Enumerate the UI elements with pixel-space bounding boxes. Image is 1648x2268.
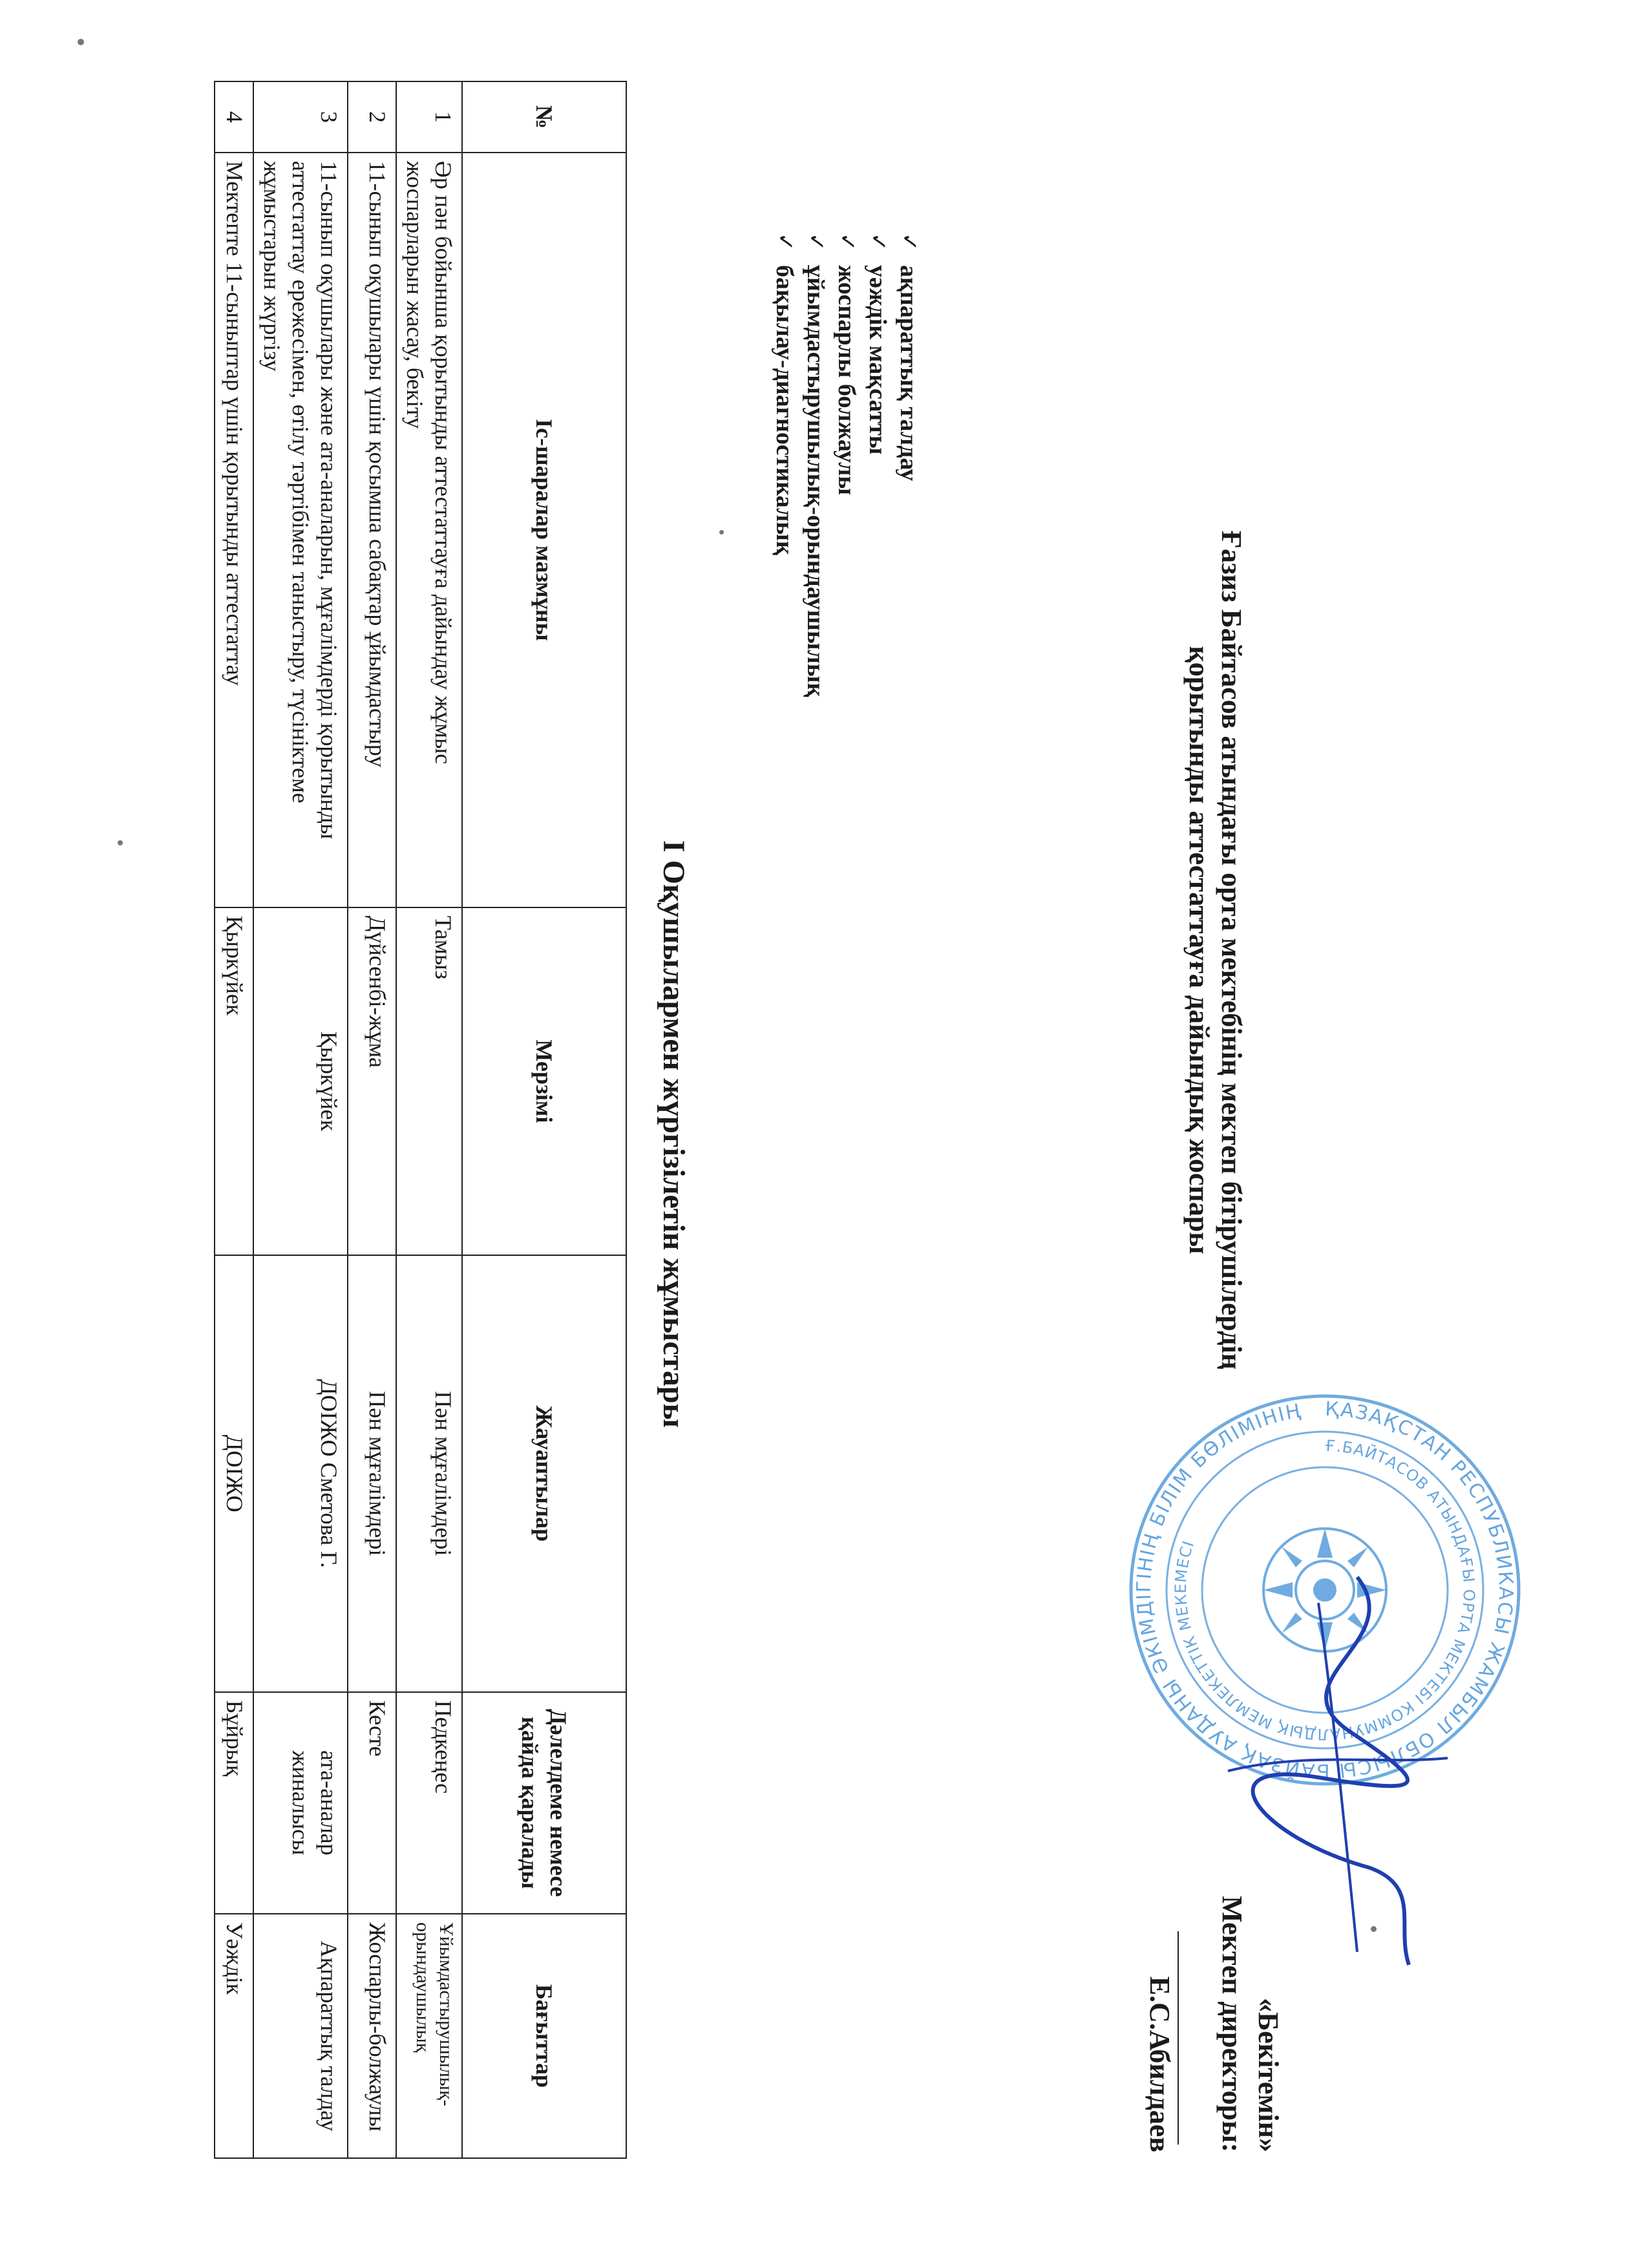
aim-item — [862, 233, 893, 1008]
row-direction: Уәждік — [215, 1914, 253, 2158]
checkmark-icon: ✓ — [866, 233, 890, 251]
row-evidence: ата-аналар жиналысы — [253, 1692, 348, 1914]
approval-signature-line — [1141, 1765, 1214, 2152]
row-content: Әр пән бойынша қорытынды аттестаттауға дайындау жұмыс жоспарларын жасау, бекіту — [396, 153, 462, 907]
row-term: Дүйсенбі-жұма — [348, 907, 396, 1255]
row-num: 3 — [253, 81, 348, 153]
table-row — [215, 81, 253, 2158]
row-content: 11-сынып оқушылары үшін қосымша сабақтар ұйымдастыру — [348, 153, 396, 907]
header-num: № — [462, 81, 626, 153]
row-content: Мектепте 11-сыныптар үшін қорытынды аттестаттау — [215, 153, 253, 907]
table-row — [348, 81, 396, 2158]
scan-speck — [719, 530, 724, 535]
aim-label: бақылау-диагностикалық — [771, 265, 798, 555]
aim-item — [831, 233, 862, 1008]
row-evidence: Бұйрық — [215, 1692, 253, 1914]
table-header-row — [462, 81, 626, 2158]
document-title — [1183, 271, 1247, 1629]
row-num: 1 — [396, 81, 462, 153]
header-direction: Бағыттар — [462, 1914, 626, 2158]
checkmark-icon: ✓ — [804, 233, 828, 251]
row-responsible: Пән мұғалімдері — [396, 1255, 462, 1692]
table-row — [253, 81, 348, 2158]
row-direction: Ақпараттық талдау — [253, 1914, 348, 2158]
checkmark-icon: ✓ — [773, 233, 797, 251]
row-responsible: ДОІЖО Сметова Г. — [253, 1255, 348, 1692]
aim-item — [769, 233, 800, 1008]
aim-item — [800, 233, 831, 1008]
checkmark-icon: ✓ — [897, 233, 921, 251]
approval-position: Мектеп директоры: — [1216, 1896, 1248, 2152]
row-direction: Ұйымдастырушылық-орындаушылық — [396, 1914, 462, 2158]
row-direction: Жоспарлы-болжаулы — [348, 1914, 396, 2158]
row-num: 2 — [348, 81, 396, 153]
header-evidence: Дәлелдеме немесе қайда қаралады — [462, 1692, 626, 1914]
row-evidence: Кесте — [348, 1692, 396, 1914]
seal-inner-text: Ғ.БАЙТАСОВ АТЫНДАҒЫ ОРТА МЕКТЕБІ КОММУНАЛДЫҚ МЕМЛЕКЕТТІК МЕКЕМЕСІ — [1171, 1436, 1479, 1744]
director-name: Е.С.Абилдаев — [1144, 1976, 1176, 2152]
seal-outer-text: ҚАЗАҚСТАН РЕСПУБЛИКАСЫ ЖАМБЫЛ ОБЛЫСЫ БАЙЗАҚ АУДАНЫ ӘКІМДІГІНІҢ БІЛІМ БӨЛІМІНІҢ — [1132, 1397, 1517, 1783]
aims-list — [769, 233, 924, 1008]
director-signature — [1215, 1564, 1486, 1978]
title-line-1: Ғазиз Байтасов атындағы орта мектебінің мектеп бітірушілердің — [1216, 530, 1247, 1370]
table-row — [396, 81, 462, 2158]
scan-speck — [1371, 1926, 1377, 1932]
approval-heading: «Бекітемін» — [1252, 1998, 1284, 2152]
row-responsible: ДОІЖО — [215, 1255, 253, 1692]
row-term: Қыркүйек — [253, 907, 348, 1255]
row-term: Тамыз — [396, 907, 462, 1255]
aim-item — [893, 233, 924, 1008]
aim-label: ұйымдастырушылық-орындаушылық — [802, 265, 829, 697]
row-content: 11-сынып оқушылары және ата-аналарын, мұғалімдерді қорытынды аттестаттау ережесімен, өтілу тәртібімен таныстыру, түсініктеме жұмыстарын жүргізу — [253, 153, 348, 907]
header-content: Іс-шаралар мазмұны — [462, 153, 626, 907]
scan-speck — [118, 840, 123, 845]
signature-underline — [1178, 1931, 1205, 2145]
header-term: Мерзімі — [462, 907, 626, 1255]
scan-speck — [78, 39, 84, 45]
aim-label: уәждік мақсатты — [864, 265, 891, 455]
row-num: 4 — [215, 81, 253, 153]
header-responsible: Жауаптылар — [462, 1255, 626, 1692]
section-heading: І Оқушылармен жүргізілетін жұмыстары — [657, 840, 691, 1428]
checkmark-icon: ✓ — [835, 233, 859, 251]
row-responsible: Пән мұғалімдері — [348, 1255, 396, 1692]
aim-label: ақпараттық талдау — [895, 265, 922, 482]
row-evidence: Педкеңес — [396, 1692, 462, 1914]
row-term: Қыркүйек — [215, 907, 253, 1255]
activity-plan-table — [214, 81, 627, 2159]
aim-label: жоспарлы болжаулы — [833, 265, 860, 496]
title-line-2: қорытынды аттестаттауға дайындық жоспары — [1183, 646, 1215, 1255]
